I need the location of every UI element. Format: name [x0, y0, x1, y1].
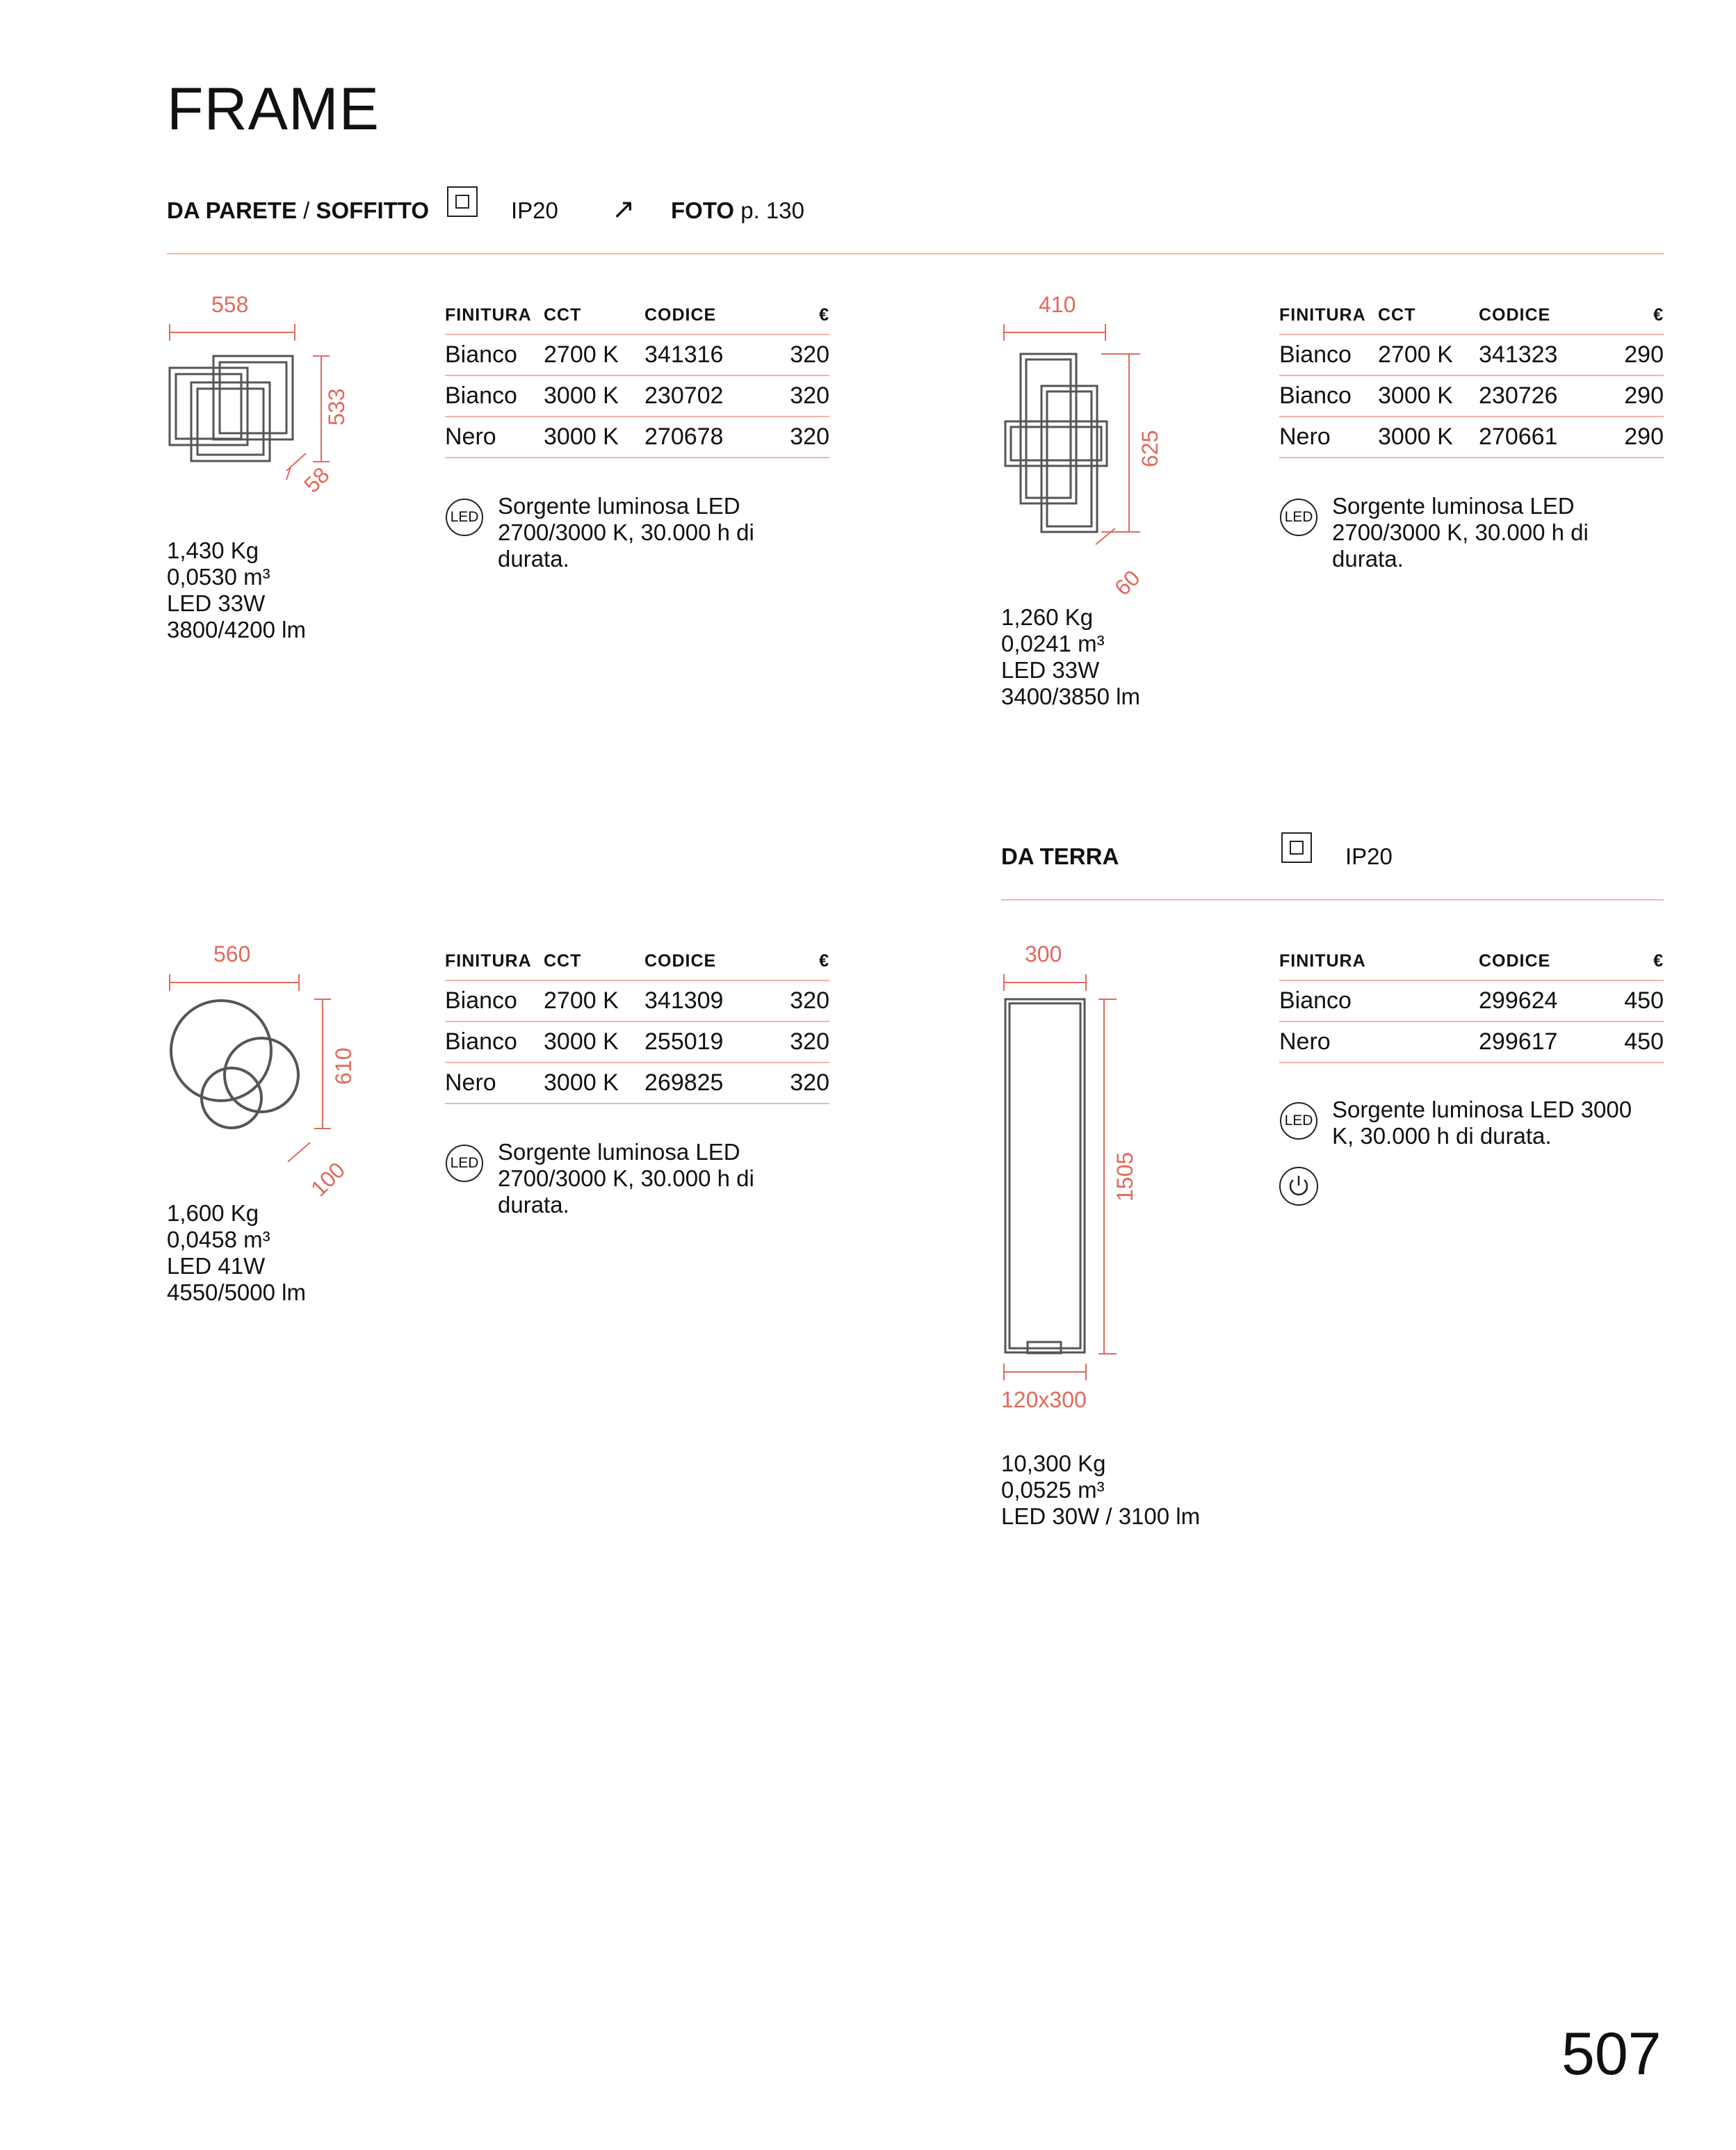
ip-rating: IP20: [1345, 843, 1393, 869]
foto-reference[interactable]: [671, 197, 804, 224]
spec-power: LED 30W / 3100 lm: [1001, 1503, 1201, 1529]
spec-volume: 0,0530 m³: [167, 564, 270, 590]
col-codice: CODICE: [1479, 300, 1602, 334]
cell-price: 320: [768, 1021, 829, 1062]
cell-codice: 270661: [1479, 417, 1602, 458]
cell-finitura: Bianco: [1279, 375, 1378, 417]
col-cct: CCT: [1378, 300, 1479, 334]
cell-finitura: Bianco: [445, 334, 544, 375]
col-finitura: FINITURA: [1279, 300, 1378, 334]
spec-volume: 0,0525 m³: [1001, 1477, 1105, 1503]
cell-finitura: Bianco: [445, 980, 544, 1021]
cell-price: 450: [1602, 1021, 1664, 1062]
cell-price: 320: [768, 334, 829, 375]
price-table: [1279, 946, 1664, 1063]
cell-cct: 3000 K: [1378, 375, 1479, 417]
cell-cct: 2700 K: [544, 334, 644, 375]
section-header-wall: [167, 197, 429, 224]
table-row: [445, 334, 829, 375]
foto-label: FOTO: [671, 197, 735, 223]
cell-finitura: Bianco: [1279, 334, 1378, 375]
section-header-floor: DA TERRA: [1001, 843, 1119, 869]
spec-weight: 1,260 Kg: [1001, 604, 1094, 630]
product-specs: [167, 1200, 306, 1306]
page-number: 507: [1561, 2021, 1662, 2087]
cell-codice: 255019: [644, 1021, 768, 1062]
col-finitura: FINITURA: [1279, 946, 1479, 980]
led-note: Sorgente luminosa LED 3000 K, 30.000 h di durata.: [1332, 1097, 1632, 1149]
price-table: [445, 946, 829, 1104]
spec-lumen: 4550/5000 lm: [167, 1279, 306, 1305]
price-table: [1279, 300, 1664, 458]
col-codice: CODICE: [644, 946, 768, 980]
led-note: Sorgente luminosa LED 2700/3000 K, 30.000 h di durata.: [498, 1139, 754, 1218]
led-icon: LED: [1280, 1102, 1317, 1140]
cell-codice: 341323: [1479, 334, 1602, 375]
cell-finitura: Bianco: [445, 1021, 544, 1062]
cell-cct: 3000 K: [544, 1062, 644, 1104]
spec-power: LED 41W: [167, 1253, 266, 1279]
cell-codice: 230726: [1479, 375, 1602, 417]
product-specs: [1001, 1450, 1200, 1530]
col-cct: CCT: [544, 946, 644, 980]
dim-height: 1505: [1112, 1151, 1137, 1202]
table-row: [1279, 1021, 1664, 1062]
dim-depth: 58: [299, 462, 334, 498]
section-divider: [1001, 899, 1664, 900]
table-row: [1279, 375, 1664, 417]
cell-cct: 3000 K: [544, 417, 644, 458]
cell-cct: 3000 K: [544, 1021, 644, 1062]
table-row: [445, 1021, 829, 1062]
spec-weight: 1,600 Kg: [167, 1200, 259, 1226]
cell-price: 290: [1602, 375, 1664, 417]
table-row: [1279, 980, 1664, 1021]
drawing-floor-lamp: [0, 0, 1, 1]
cell-finitura: Bianco: [1279, 980, 1479, 1021]
foto-page: p. 130: [734, 197, 804, 223]
table-row: [445, 1062, 829, 1104]
ip-rating: IP20: [511, 197, 558, 223]
led-icon: LED: [1280, 499, 1317, 536]
spec-volume: 0,0241 m³: [1001, 631, 1105, 656]
cell-price: 320: [768, 417, 829, 458]
cell-price: 290: [1602, 334, 1664, 375]
cell-cct: 2700 K: [544, 980, 644, 1021]
page-title: FRAME: [167, 76, 380, 143]
col-price: €: [768, 946, 829, 980]
col-price: €: [768, 300, 829, 334]
section-label-soffitto: SOFFITTO: [316, 197, 430, 223]
col-finitura: FINITURA: [445, 300, 544, 334]
col-price: €: [1602, 946, 1664, 980]
cell-price: 320: [768, 375, 829, 417]
spec-lumen: 3800/4200 lm: [167, 617, 306, 642]
power-icon: [1279, 1167, 1318, 1206]
cell-codice: 341316: [644, 334, 768, 375]
cell-price: 320: [768, 980, 829, 1021]
spec-weight: 1,430 Kg: [167, 538, 259, 563]
cell-finitura: Nero: [445, 1062, 544, 1104]
cell-codice: 230702: [644, 375, 768, 417]
cell-price: 290: [1602, 417, 1664, 458]
led-icon: LED: [446, 1145, 483, 1182]
cell-codice: 299624: [1479, 980, 1602, 1021]
table-row: [445, 375, 829, 417]
col-codice: CODICE: [1479, 946, 1602, 980]
cell-cct: 3000 K: [1378, 417, 1479, 458]
col-codice: CODICE: [644, 300, 768, 334]
cell-codice: 269825: [644, 1062, 768, 1104]
spec-volume: 0,0458 m³: [167, 1227, 270, 1252]
table-row: [1279, 334, 1664, 375]
spec-lumen: 3400/3850 lm: [1001, 684, 1140, 709]
section-label-parete: DA PARETE: [167, 197, 298, 223]
product-specs: [1001, 604, 1140, 710]
cell-price: 450: [1602, 980, 1664, 1021]
dim-height: 625: [1137, 430, 1162, 467]
cell-codice: 270678: [644, 417, 768, 458]
section-divider: [167, 253, 1664, 254]
product-specs: [167, 538, 306, 643]
col-cct: CCT: [544, 300, 644, 334]
dim-height: 533: [324, 388, 349, 426]
spec-weight: 10,300 Kg: [1001, 1450, 1106, 1476]
cell-codice: 299617: [1479, 1021, 1602, 1062]
table-row: [445, 417, 829, 458]
table-row: [445, 980, 829, 1021]
cell-finitura: Nero: [1279, 417, 1378, 458]
table-row: [1279, 417, 1664, 458]
cell-finitura: Bianco: [445, 375, 544, 417]
dim-width: 560: [213, 941, 251, 967]
led-note: Sorgente luminosa LED 2700/3000 K, 30.000 h di durata.: [498, 493, 754, 572]
led-icon: LED: [446, 499, 483, 536]
cell-cct: 3000 K: [544, 375, 644, 417]
foto-arrow-icon: ↗: [612, 194, 635, 225]
cell-finitura: Nero: [1279, 1021, 1479, 1062]
cell-codice: 341309: [644, 980, 768, 1021]
dim-depth: 100: [306, 1157, 350, 1202]
led-note: Sorgente luminosa LED 2700/3000 K, 30.000 h di durata.: [1332, 493, 1589, 572]
dim-width: 410: [1039, 292, 1076, 317]
section-label-sep: /: [297, 197, 316, 223]
spec-power: LED 33W: [1001, 657, 1100, 683]
dim-width: 300: [1025, 941, 1062, 967]
dim-height: 610: [331, 1047, 356, 1085]
col-price: €: [1602, 300, 1664, 334]
col-finitura: FINITURA: [445, 946, 544, 980]
price-table: [445, 300, 829, 458]
dim-width: 558: [211, 292, 249, 317]
ip-class-icon: [447, 186, 478, 217]
cell-finitura: Nero: [445, 417, 544, 458]
ip-class-icon: [1281, 832, 1312, 863]
dim-depth: 60: [1110, 565, 1145, 601]
spec-power: LED 33W: [167, 590, 266, 616]
dim-base: 120x300: [1001, 1387, 1087, 1412]
cell-cct: 2700 K: [1378, 334, 1479, 375]
cell-price: 320: [768, 1062, 829, 1104]
